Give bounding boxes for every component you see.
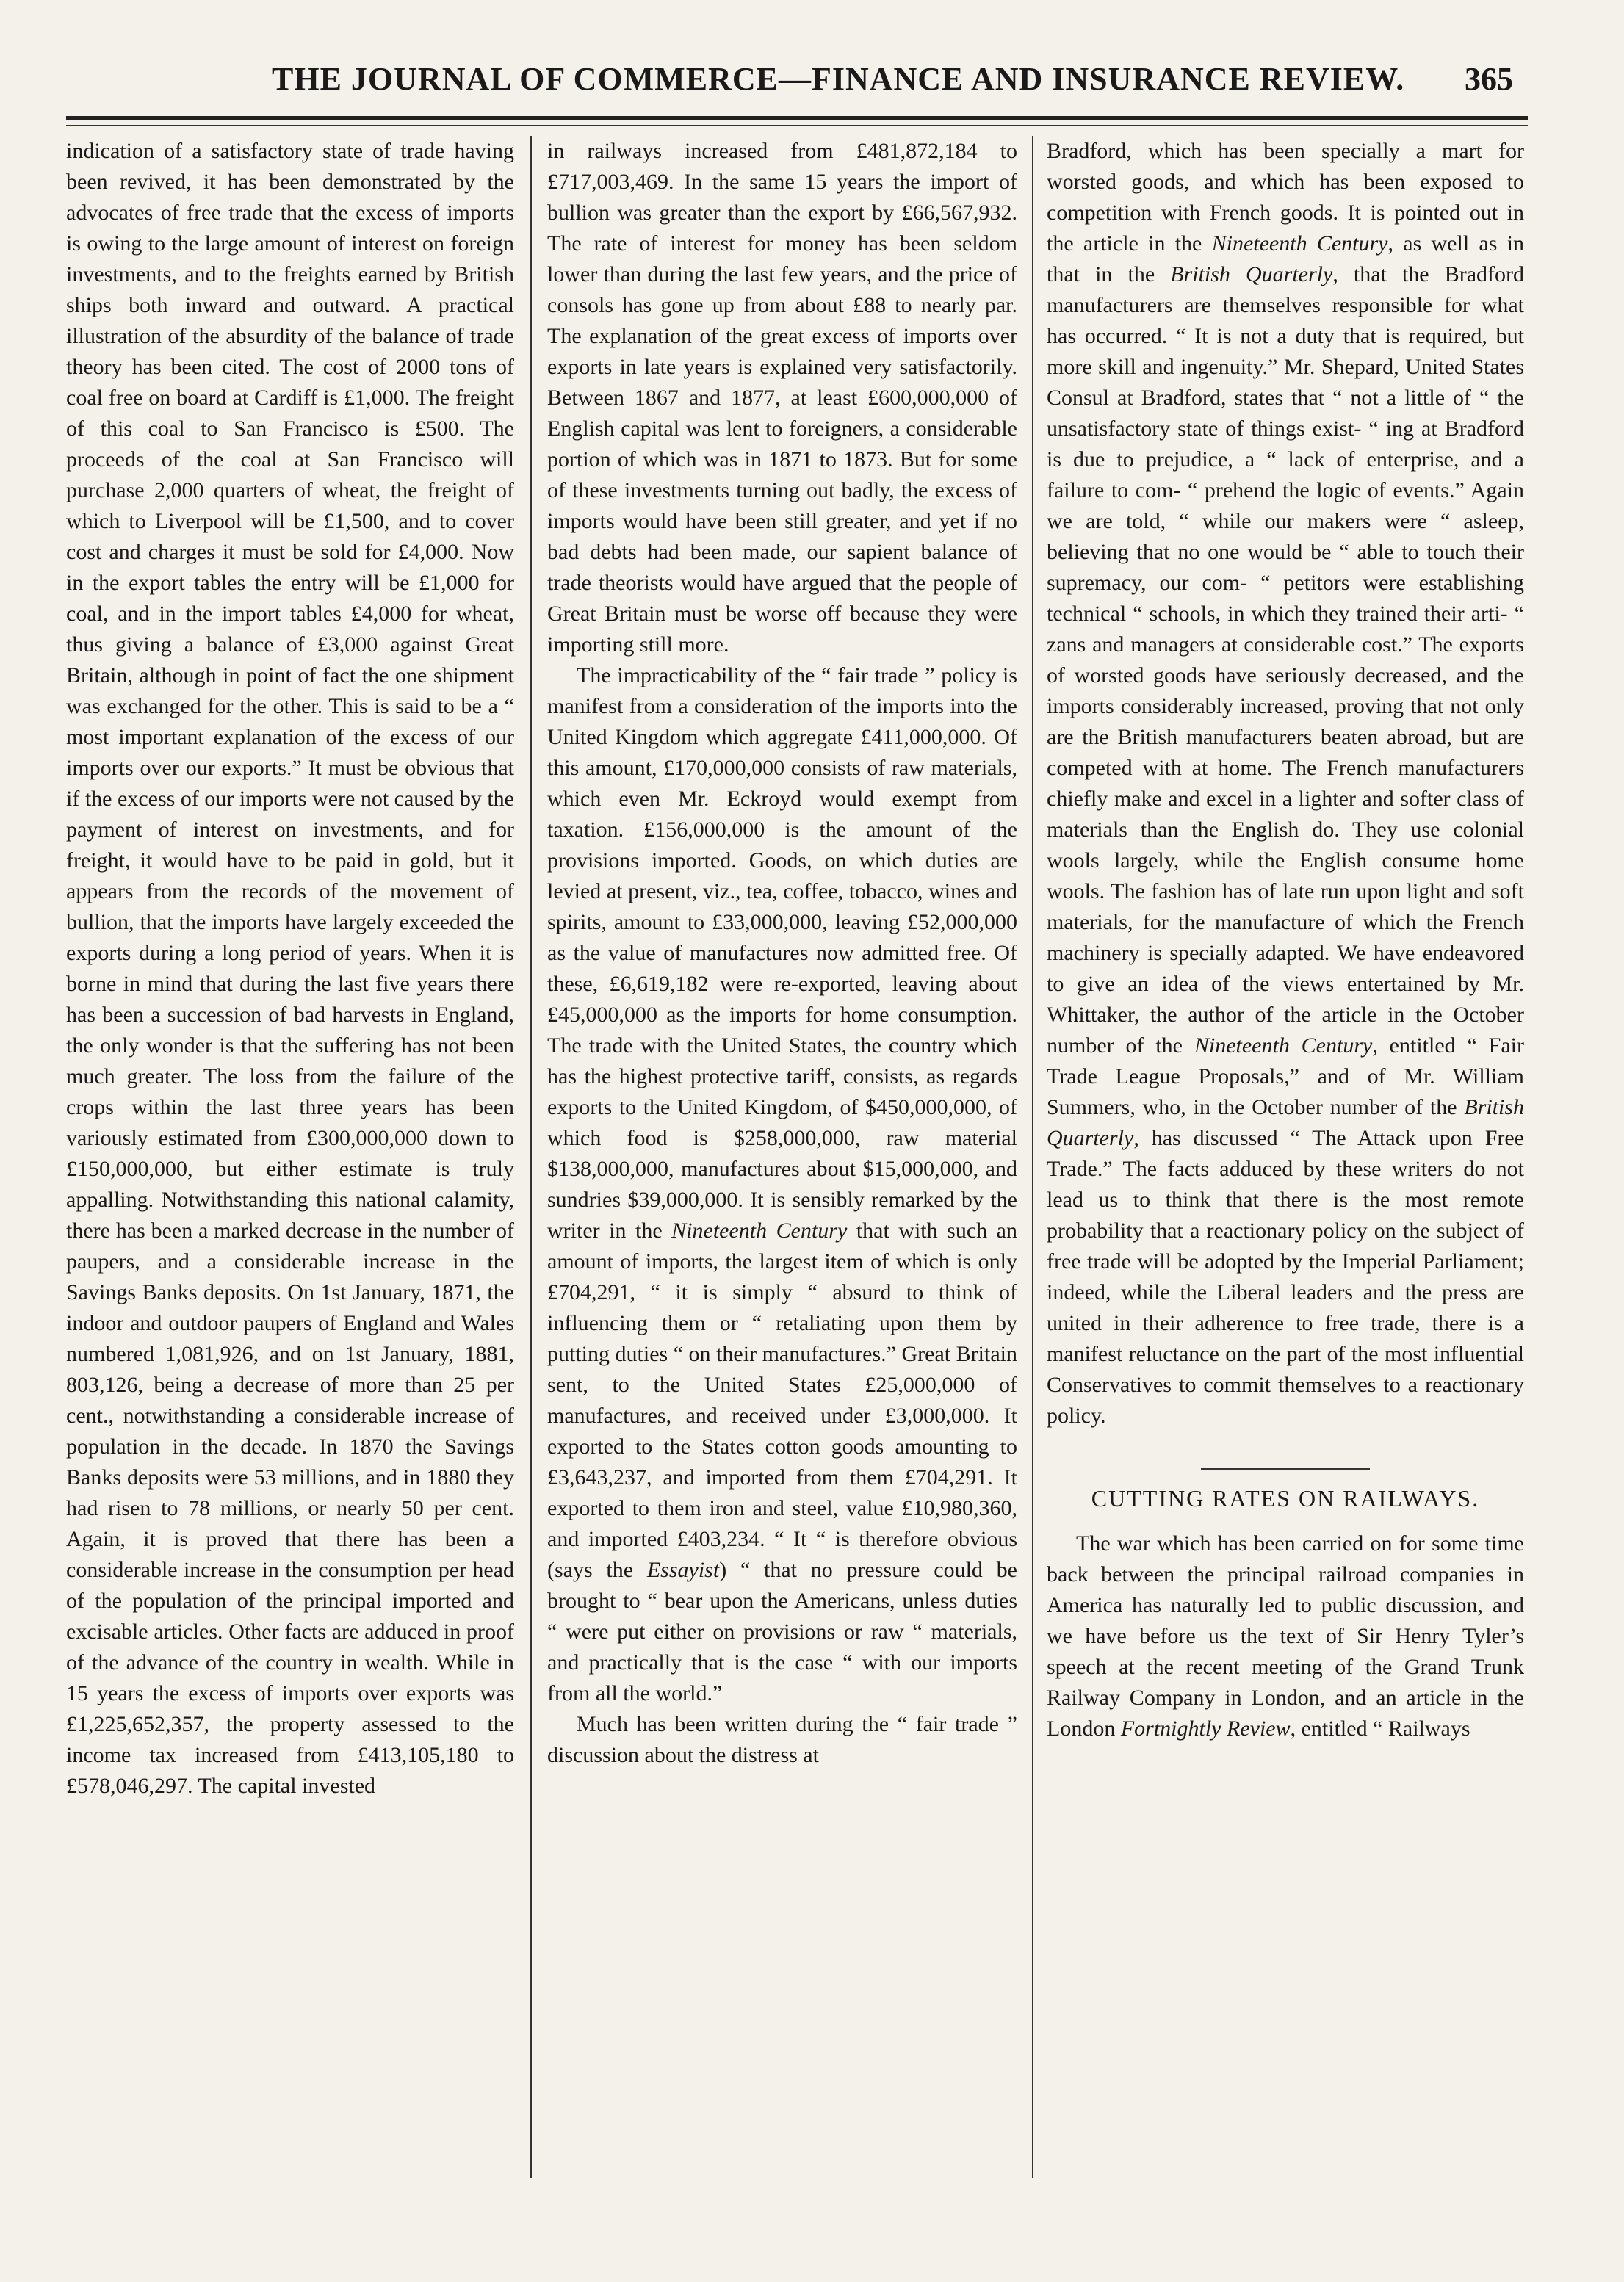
text-run: that with such an amount of imports, the largest item of which is only £704,291, “ it is simply “ absurd to think of influencing them or “ retaliating upon them by putting duties “ on their manufactures.” Great Britain sent, to the United States £25,000,000 of manufactures, and received under £3,000,000. It exported to the States cotton goods amounting to £3,643,237, and imported from them £704,291. It exported to them iron and steel, value £10,980,360, and imported £403,234. “ It “ is therefore obvious (says the xyxy=(547,1218,1017,1582)
column-divider-2 xyxy=(1032,136,1033,2178)
text-run: , has discussed “ The Attack upon Free Trade.” The facts adduced by these writers do not lead us to think that there is the most remote probability that a reactionary policy on the subject of free trade will be adopted by the Imperial Parliament; indeed, while the Liberal leaders and the press are united in their adherence to free trade, there is a manifest reluctance on the part of the most influential Conservatives to commit themselves to a reactionary policy. xyxy=(1047,1126,1524,1428)
italic-title: Essayist xyxy=(646,1558,720,1582)
text-run: , as well as in that in the xyxy=(1047,231,1525,286)
running-header xyxy=(73,51,1520,110)
text-run: Bradford, which has been specially a mart for worsted goods, and which has been exposed to competition with French goods. It is pointed out in the article in the xyxy=(1047,139,1524,256)
section-rule xyxy=(1201,1468,1370,1470)
italic-title: British Quarterly xyxy=(1170,262,1333,286)
text-run: The war which has been carried on for some time back between the principal railroad companies in America has naturally led to public discussion, and we have before us the text of Sir Henry Tyler’s speech at the recent meeting of the Grand Trunk Railway Company in London, and an article in the London xyxy=(1047,1531,1524,1741)
italic-title: Nineteenth Century xyxy=(671,1218,848,1243)
italic-title: British Quarterly xyxy=(1047,1095,1525,1150)
page-number: 365 xyxy=(1465,61,1513,97)
header-rule-thick xyxy=(66,116,1528,120)
text-run: The impracticability of the “ fair trade ” policy is manifest from a consideration of the imports into the United Kingdom which aggregate £411,000,000. Of this amount, £170,000,000 consists of raw materials, which even Mr. Eckroyd would exempt from taxation. £156,000,000 is the amount of the provisions imported. Goods, on which duties are levied at present, viz., tea, coffee, tobacco, wines and spirits, amount to £33,000,000, leaving £52,000,000 as the value of manufactures now admitted free. Of these, £6,619,182 were re-exported, leaving about £45,000,000 as the imports for home consumption. The trade with the United States, the country which has the highest protective tariff, consists, as regards exports to the United Kingdom, of $450,000,000, of which food is $258,000,000, raw material $138,000,000, manufactures about $15,000,000, and sundries $39,000,000. It is sensibly remarked by the writer in the xyxy=(547,663,1017,1243)
header-rule-thin xyxy=(66,125,1528,126)
column-3 xyxy=(1047,136,1524,1744)
paragraph: Much has been written during the “ fair trade ” discussion about the distress at xyxy=(547,1712,1017,1767)
paragraph: in railways increased from £481,872,184 to £717,003,469. In the same 15 years the import of bullion was greater than the export by £66,567,932. The rate of interest for money has been seldom lower than during the last few years, and the price of consols has gone up from about £88 to nearly par. The explanation of the great excess of imports over exports in late years is explained very satisfactorily. Between 1867 and 1877, at least £600,000,000 of English capital was lent to foreigners, a considerable portion of which was in 1871 to 1873. But for some of these investments turning out badly, the excess of imports would have been still greater, and yet if no bad debts had been made, our sapient balance of trade theorists would have argued that the people of Great Britain must be worse off because they were importing still more. xyxy=(547,139,1017,657)
paragraph xyxy=(547,660,1017,1709)
italic-title: Nineteenth Century xyxy=(1211,231,1388,256)
paragraph xyxy=(1047,136,1524,1431)
text-run: , entitled “ Railways xyxy=(1290,1716,1470,1741)
paragraph xyxy=(1047,1528,1524,1744)
text-run: , that the Bradford manufacturers are themselves responsible for what has occurred. “ It is not a duty that is required, but more skill and ingenuity.” Mr. Shepard, United States Consul at Bradford, states that “ not a little of “ the unsatisfactory state of things exist- “ ing at Bradford is due to prejudice, a “ lack of enterprise, and a failure to com- “ prehend the logic of events.” Again we are told, “ while our makers were “ asleep, believing that no one would be “ able to touch their supremacy, our com- “ petitors were establishing technical “ schools, in which they trained their arti- “ zans and managers at considerable cost.” The exports of worsted goods have seriously decreased, and the imports considerably increased, proving that not only are the British manufacturers beaten abroad, but are competed with at home. The French manufacturers chiefly make and excel in a lighter and softer class of materials than the English do. They use colonial wools largely, while the English consume home wools. The fashion has of late run upon light and soft materials, for the manufacture of which the French machinery is specially adapted. We have endeavored to give an idea of the views entertained by Mr. Whittaker, the author of the article in the October number of the xyxy=(1047,262,1524,1058)
text-run: , entitled “ Fair Trade League Proposals,” and of Mr. William Summers, who, in the October number of the xyxy=(1047,1033,1524,1119)
italic-title: Nineteenth Century xyxy=(1194,1033,1373,1058)
italic-title: Fortnightly Review xyxy=(1120,1716,1291,1741)
section-title: CUTTING RATES ON RAILWAYS. xyxy=(1091,1485,1480,1512)
column-divider-1 xyxy=(530,136,532,2178)
column-2 xyxy=(547,136,1017,1771)
journal-title: THE JOURNAL OF COMMERCE—FINANCE AND INSURANCE REVIEW. xyxy=(272,61,1405,97)
paragraph: indication of a satisfactory state of trade having been revived, it has been demonstrated by the advocates of free trade that the excess of imports is owing to the large amount of interest on foreign investments, and to the freights earned by British ships both inward and outward. A practical illustration of the absurdity of the balance of trade theory has been cited. The cost of 2000 tons of coal free on board at Cardiff is £1,000. The freight of this coal to San Francisco is £500. The proceeds of the coal at San Francisco will purchase 2,000 quarters of wheat, the freight of which to Liverpool will be £1,500, and to cover cost and charges it must be sold for £4,000. Now in the export tables the entry will be £1,000 for coal, and in the import tables £4,000 for wheat, thus giving a balance of £3,000 against Great Britain, although in point of fact the one shipment was exchanged for the other. This is said to be a “ most important explanation of the excess of our imports over our exports.” It must be obvious that if the excess of our imports were not caused by the payment of interest on investments, and for freight, it would have to be paid in gold, but it appears from the records of the movement of bullion, that the imports have largely exceeded the exports during a long period of years. When it is borne in mind that during the last five years there has been a succession of bad harvests in England, the only wonder is that the suffering has not been much greater. The loss from the failure of the crops within the last three years has been variously estimated from £300,000,000 down to £150,000,000, but either estimate is truly appalling. Notwithstanding this national calamity, there has been a marked decrease in the number of paupers, and a considerable increase in the Savings Banks deposits. On 1st January, 1871, the indoor and outdoor paupers of England and Wales numbered 1,081,926, and on 1st January, 1881, 803,126, being a decrease of more than 25 per cent., notwithstanding a considerable increase of population in the decade. In 1870 the Savings Banks deposits were 53 millions, and in 1880 they had risen to 78 millions, or nearly 50 per cent. Again, it is proved that there has been a considerable increase in the consumption per head of the population of the principal imported and excisable articles. Other facts are adduced in proof of the advance of the country in wealth. While in 15 years the excess of imports over exports was £1,225,652,357, the property assessed to the income tax increased from £413,105,180 to £578,046,297. The capital invested xyxy=(66,139,514,1798)
column-1 xyxy=(66,136,514,1802)
text-run: ) “ that no pressure could be brought to “ bear upon the Americans, unless duties “ were put either on provisions or raw “ materials, and practically that is the case “ with our imports from all the world.” xyxy=(547,1558,1017,1705)
